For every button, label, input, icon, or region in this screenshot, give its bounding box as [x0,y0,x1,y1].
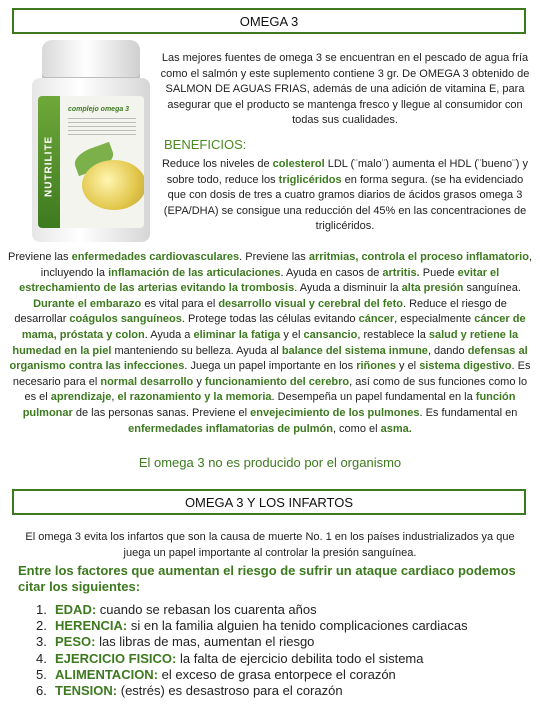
benefit-highlight: balance del sistema inmune [281,344,428,357]
benefit-text: . Juega un papel importante en los [184,360,357,373]
benefit-highlight: envejecimiento de los pulmones [250,406,420,419]
benefit-highlight: Durante el embarazo [33,297,142,310]
benefit-text: . Desempeña un papel fundamental en la [271,391,476,404]
risk-factor-number: 2. [36,618,47,634]
benefit-text: sanguínea. [463,282,521,295]
benefit-highlight: desarrollo visual y cerebral del feto [218,297,403,310]
benefit-highlight: enfermedades cardiovasculares [71,251,240,263]
benefit-highlight: alta presión [401,282,464,295]
risk-factor-description: la falta de ejercicio debilita todo el sistema [176,650,424,666]
benefit-highlight: asma. [380,422,412,435]
risk-factor-number: 1. [36,602,47,617]
benefit-highlight: eliminar la fatiga [193,328,281,341]
benefit-text: Reduce los niveles de [161,158,273,170]
section-header-omega3 [12,8,526,34]
benefit-highlight: salud y retiene la humedad en la piel [12,328,519,357]
benefit-text: LDL (¨malo¨) aumenta el HDL (¨bueno¨) y sobre todo, reduce los [166,158,529,186]
product-name: complejo omega 3 [68,106,130,113]
risk-factor-item [36,651,468,667]
benefit-highlight: cansancio [303,328,358,341]
benefit-highlight: colesterol [272,158,325,170]
benefit-highlight: artritis. [382,266,420,279]
benefit-highlight: aprendizaje [50,391,112,404]
benefit-text: , así como de sus funciones como lo es el [24,375,528,404]
benefit-highlight: defensas al organismo contra las infecciones [9,344,528,373]
brand-name: NUTRILITE [43,135,55,197]
benefit-highlight: evitar el estrechamiento de las arterias evitando la trombosis [19,266,500,295]
benefit-highlight: normal desarrollo [100,375,194,388]
risk-factor-number: 5. [36,666,47,682]
benefit-text: , especialmente [394,313,475,326]
product-image [24,40,158,244]
risk-factors-heading: Entre los factores que aumentan el riesgo de sufrir un ataque cardiaco podemos citar los siguientes: [18,563,516,594]
benefit-highlight: funcionamiento del cerebro [204,375,350,388]
risk-factor-description: si en la familia alguien ha tenido complicaciones cardiacas [127,618,468,634]
benefit-text: en forma segura. (se ha evidenciado que con dosis de tres a cuatro gramos diarios de ácidos grasos omega 3 (EPA/DHA) se consigue una reducción del 45% en las concentraciones de triglicéridos. [163,173,527,233]
label-fine-print [68,118,136,136]
risk-factor-number: 6. [36,683,47,699]
benefit-highlight: función pulmonar [22,391,516,419]
benefits-heading: BENEFICIOS: [164,137,247,152]
benefit-highlight: arritmias, controla el proceso inflamatorio [308,251,529,263]
benefit-highlight: cáncer de mama, próstata y colon [21,313,526,341]
section-title: OMEGA 3 Y LOS INFARTOS [184,494,354,510]
intro-paragraph: Las mejores fuentes de omega 3 se encuentran en el pescado de agua fría como el salmón y este suplemento contiene 3 gr. De OMEGA 3 obtenido de SALMON DE AGUAS FRIAS, además de una adición de vitamina E, para asegurar que el producto se mantenga fresco y llegue al consumidor con todas sus cualidades. [160,52,530,127]
bottle-lid [42,40,140,80]
benefit-highlight: sistema digestivo [419,360,512,373]
benefit-text: y el [280,328,304,341]
benefit-highlight: coágulos sanguíneos [69,313,182,326]
benefit-text: manteniendo su belleza. Ayuda al [111,344,282,357]
risk-factor-item [36,618,468,634]
benefit-highlight: cáncer [358,313,395,326]
benefit-highlight: enfermedades inflamatorias de pulmón [128,422,333,435]
benefit-text: , dando [427,344,468,357]
infartos-paragraph: El omega 3 evita los infartos que son la causa de muerte No. 1 en los países industrializados ya que juega un papel importante al controlar la presión sanguínea. [25,531,515,559]
benefit-text: es vital para el [141,297,219,310]
benefit-text: , como el [332,422,381,435]
risk-factor-term: PESO: [55,634,96,650]
section-header-infartos [12,489,526,515]
risk-factor-term: EDAD: [55,602,97,617]
benefit-text: y el [395,360,420,373]
risk-factor-item [36,683,468,699]
benefit-text: . Es fundamental en [419,406,518,419]
benefit-text: y [193,375,205,388]
risk-factor-item [36,667,468,683]
benefits-list-paragraph [8,250,532,437]
benefit-text: . Es necesario para el [12,360,531,388]
benefit-highlight: riñones [356,360,396,373]
benefit-text: . Reduce el riesgo de desarrollar [14,297,507,326]
risk-factor-term: TENSION: [55,683,118,699]
bottle-label [38,96,144,228]
benefit-highlight: inflamación de las articulaciones [108,266,281,279]
risk-factor-item [36,602,468,618]
risk-factor-number: 3. [36,634,47,650]
risk-factor-term: EJERCICIO FISICO: [55,650,177,666]
omega3-note: El omega 3 no es producido por el organismo [138,455,402,470]
risk-factor-term: HERENCIA: [55,618,128,634]
risk-factor-description: (estrés) es desastroso para el corazón [117,683,343,699]
benefit-text: . Protege todas las células evitando [181,313,359,326]
benefit-text: . Ayuda a disminuir la [294,282,402,295]
benefit-text: Puede [419,266,458,279]
benefit-text: , restablece la [357,328,429,341]
benefit-text: . Ayuda en casos de [280,266,383,279]
benefit-text: , incluyendo la [40,251,532,279]
risk-factor-description: las libras de mas, aumentan el riesgo [95,634,315,650]
risk-factor-description: el exceso de grasa entorpece el corazón [158,666,396,682]
benefit-text: . Ayuda a [144,328,194,341]
benefit-text: de las personas sanas. Previene el [72,406,251,419]
benefit-text: Previene las [8,251,72,263]
benefit-text: , [111,391,118,404]
risk-factors-list [36,602,468,699]
benefits-paragraph [160,157,530,235]
risk-factor-number: 4. [36,650,47,666]
section-title: OMEGA 3 [239,13,299,29]
benefit-highlight: el razonamiento y la memoria [117,391,272,404]
fruit-graphic [82,160,144,210]
risk-factor-term: ALIMENTACION: [55,666,159,682]
benefit-text: . Previene las [239,251,309,263]
risk-factor-description: cuando se rebasan los cuarenta años [96,602,317,617]
risk-factor-item [36,634,468,650]
benefit-highlight: triglicéridos [278,173,342,186]
